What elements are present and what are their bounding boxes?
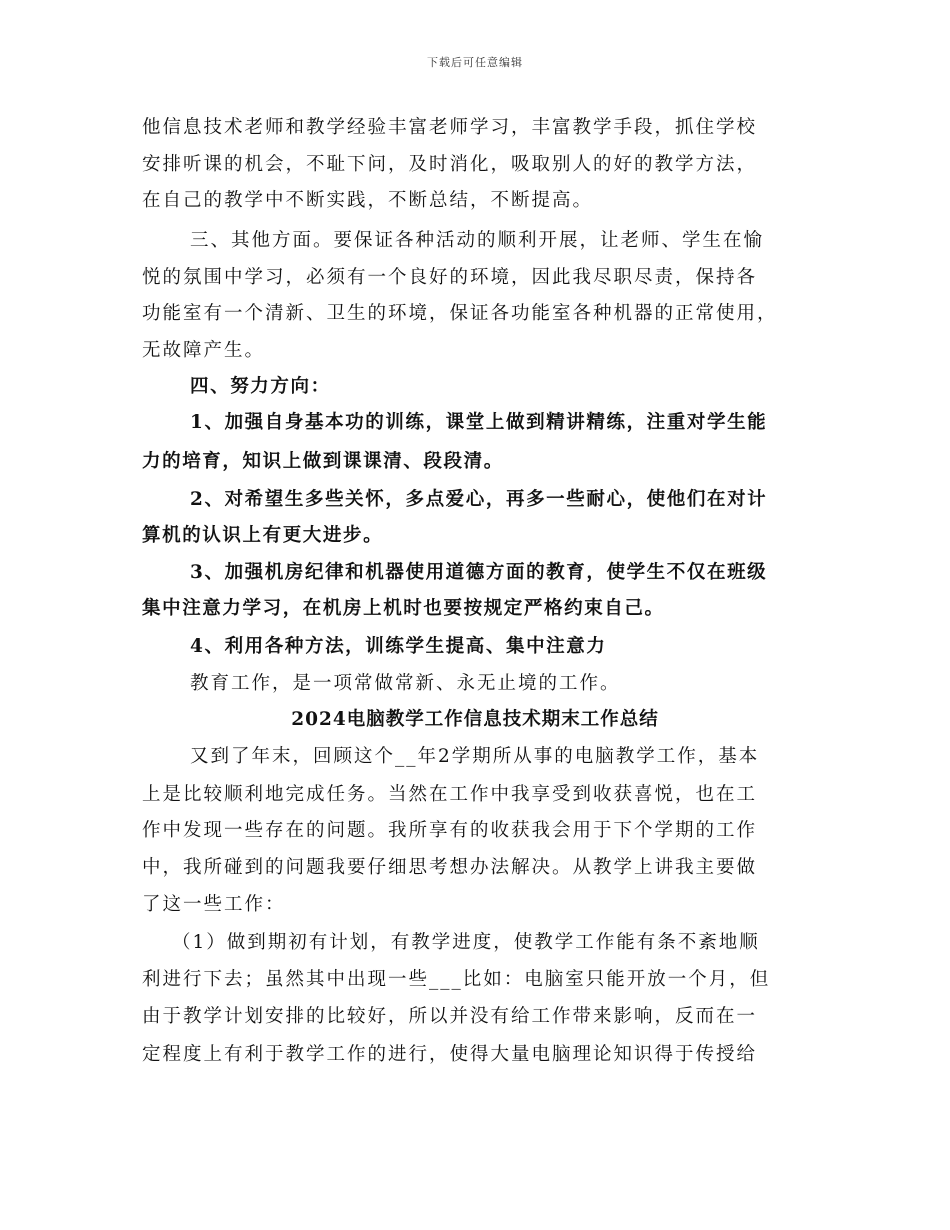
list-item-line: 4、利用各种方法，训练学生提高、集中注意力 bbox=[190, 636, 607, 657]
paragraph-line: 在自己的教学中不断实践，不断总结，不断提高。 bbox=[142, 190, 594, 211]
paragraph-line: 无故障产生。 bbox=[142, 340, 266, 361]
paragraph-line: 功能室有一个清新、卫生的环境，保证各功能室各种机器的正常使用， bbox=[142, 303, 778, 324]
list-item-line: 算机的认识上有更大进步。 bbox=[142, 525, 384, 546]
paragraph-line: 中，我所碰到的问题我要仔细思考想办法解决。从教学上讲我主要做 bbox=[142, 857, 758, 878]
paragraph-line: 利进行下去；虽然其中出现一些___比如：电脑室只能开放一个月，但 bbox=[142, 969, 771, 990]
list-item-line: 2、对希望生多些关怀，多点爱心，再多一些耐心，使他们在对计 bbox=[190, 489, 768, 510]
page-header: 下载后可任意编辑 bbox=[427, 56, 523, 69]
paragraph-line: 上是比较顺利地完成任务。当然在工作中我享受到收获喜悦，也在工 bbox=[142, 784, 758, 805]
paragraph-line: 他信息技术老师和教学经验丰富老师学习，丰富教学手段，抓住学校 bbox=[142, 117, 758, 138]
paragraph-line: 三、其他方面。要保证各种活动的顺利开展，让老师、学生在愉 bbox=[190, 230, 765, 251]
paragraph-line: 安排听课的机会，不耻下问，及时消化，吸取别人的好的教学方法， bbox=[142, 154, 758, 175]
list-item-line: 集中注意力学习，在机房上机时也要按规定严格约束自己。 bbox=[142, 598, 665, 619]
paragraph-line: （1）做到期初有计划，有教学进度，使教学工作能有条不紊地顺 bbox=[172, 932, 760, 953]
list-item-line: 3、加强机房纪律和机器使用道德方面的教育，使学生不仅在班级 bbox=[190, 562, 768, 583]
paragraph-line: 定程度上有利于教学工作的进行，使得大量电脑理论知识得于传授给 bbox=[142, 1044, 758, 1065]
paragraph-line: 又到了年末，回顾这个__年2学期所从事的电脑教学工作，基本 bbox=[190, 746, 760, 767]
paragraph-line: 由于教学计划安排的比较好，所以并没有给工作带来影响，反而在一 bbox=[142, 1006, 758, 1027]
list-item-line: 1、加强自身基本功的训练，课堂上做到精讲精练，注重对学生能 bbox=[190, 412, 768, 433]
paragraph-line: 作中发现一些存在的问题。我所享有的收获我会用于下个学期的工作 bbox=[142, 820, 758, 841]
paragraph-line: 悦的氛围中学习，必须有一个良好的环境，因此我尽职尽责，保持各 bbox=[142, 267, 758, 288]
paragraph-line: 教育工作，是一项常做常新、永无止境的工作。 bbox=[190, 673, 621, 694]
section-heading: 四、努力方向： bbox=[190, 376, 331, 397]
paragraph-line: 了这一些工作： bbox=[142, 894, 286, 915]
document-title: 2024电脑教学工作信息技术期末工作总结 bbox=[291, 709, 659, 730]
list-item-line: 力的培育，知识上做到课课清、段段清。 bbox=[142, 451, 504, 472]
